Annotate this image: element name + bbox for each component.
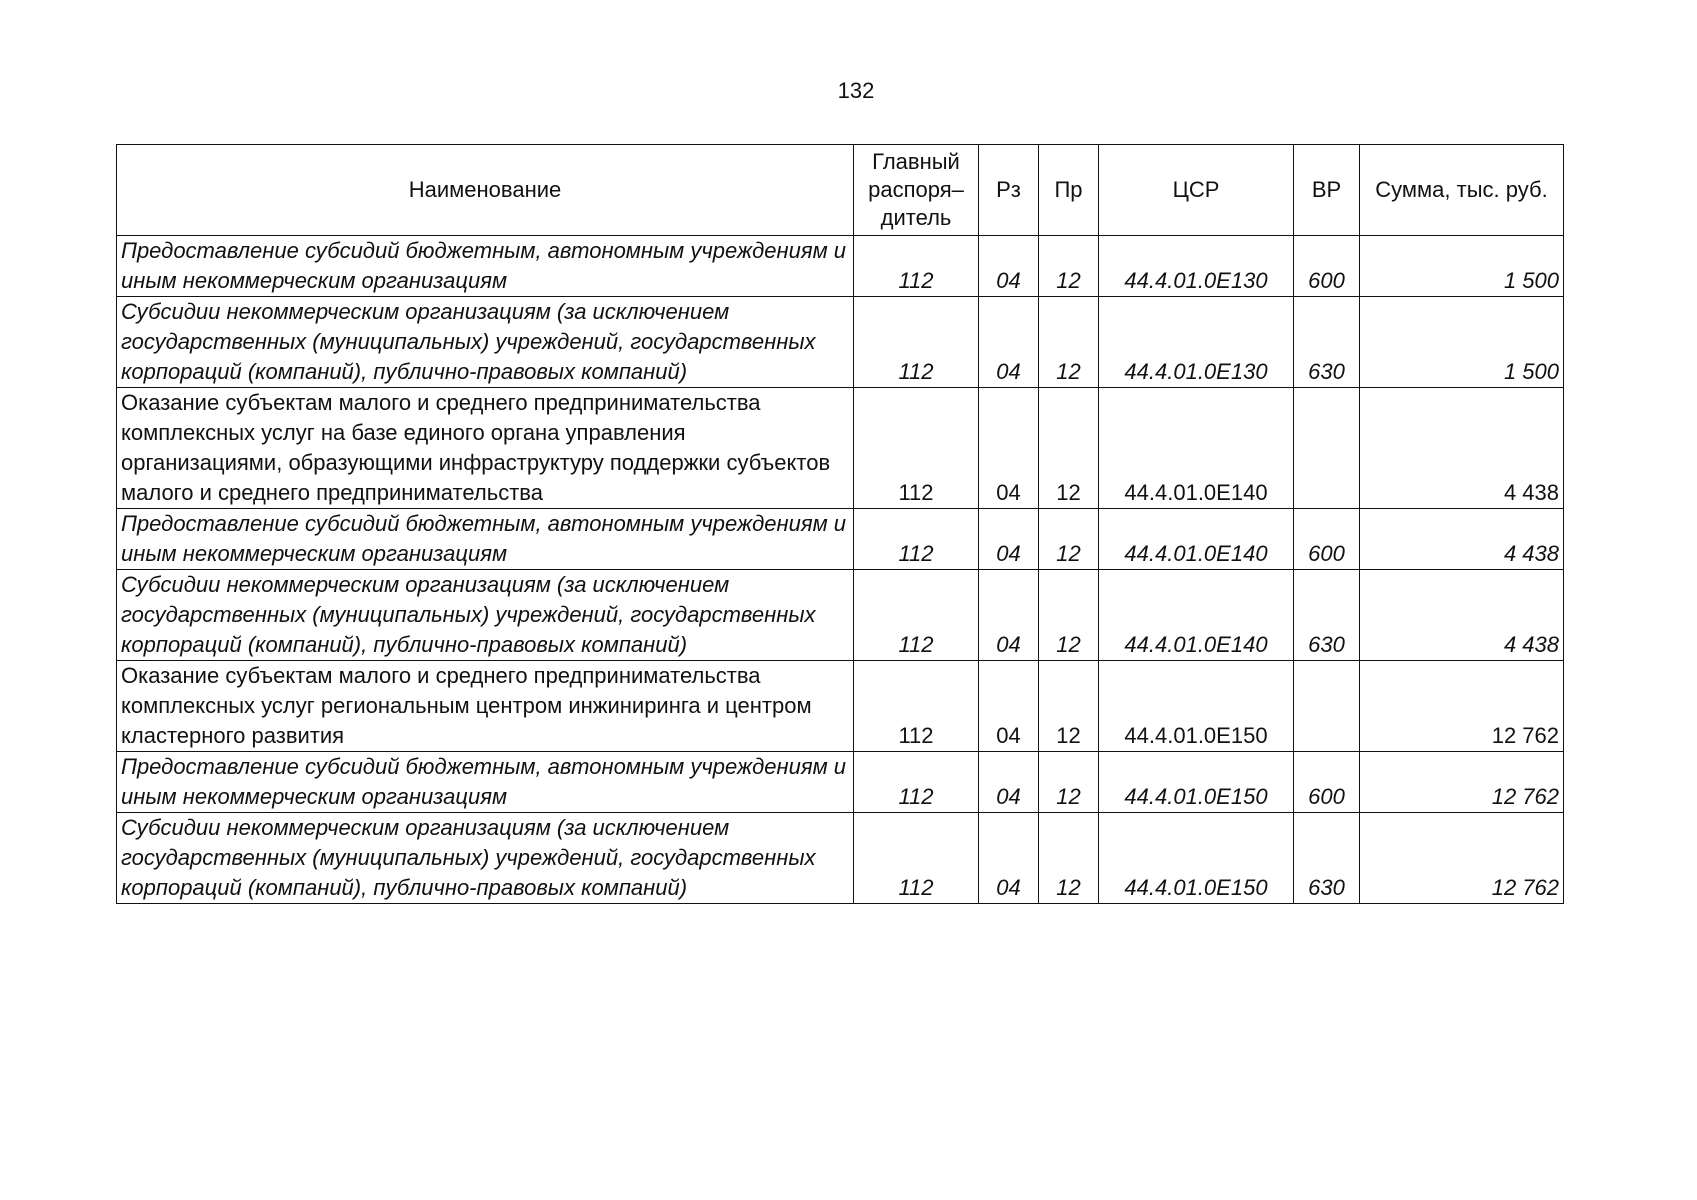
cell-pr: 12 [1039, 661, 1099, 752]
cell-csr: 44.4.01.0Е140 [1099, 570, 1294, 661]
cell-vr: 630 [1294, 297, 1360, 388]
cell-sum: 12 762 [1360, 752, 1564, 813]
table-row [117, 570, 1564, 661]
cell-admin: 112 [854, 752, 979, 813]
cell-pr: 12 [1039, 509, 1099, 570]
cell-admin: 112 [854, 297, 979, 388]
cell-admin: 112 [854, 509, 979, 570]
cell-rz: 04 [979, 813, 1039, 904]
cell-vr: 630 [1294, 570, 1360, 661]
table-row [117, 388, 1564, 509]
header-pr: Пр [1039, 145, 1099, 236]
cell-name: Предоставление субсидий бюджетным, автономным учреждениям и иным некоммерческим организациям [117, 236, 854, 297]
cell-name: Субсидии некоммерческим организациям (за исключением государственных (муниципальных) учреждений, государственных корпораций (компаний), публично-правовых компаний) [117, 813, 854, 904]
cell-name: Предоставление субсидий бюджетным, автономным учреждениям и иным некоммерческим организациям [117, 752, 854, 813]
table-row [117, 752, 1564, 813]
cell-admin: 112 [854, 388, 979, 509]
cell-sum: 4 438 [1360, 570, 1564, 661]
cell-vr: 600 [1294, 752, 1360, 813]
header-admin: Главный распоря– дитель [854, 145, 979, 236]
cell-name: Субсидии некоммерческим организациям (за исключением государственных (муниципальных) учреждений, государственных корпораций (компаний), публично-правовых компаний) [117, 297, 854, 388]
cell-admin: 112 [854, 570, 979, 661]
cell-vr [1294, 661, 1360, 752]
cell-sum: 12 762 [1360, 661, 1564, 752]
cell-rz: 04 [979, 752, 1039, 813]
cell-vr: 630 [1294, 813, 1360, 904]
header-rz: Рз [979, 145, 1039, 236]
cell-csr: 44.4.01.0Е150 [1099, 752, 1294, 813]
cell-csr: 44.4.01.0Е150 [1099, 813, 1294, 904]
cell-csr: 44.4.01.0Е150 [1099, 661, 1294, 752]
budget-table [116, 144, 1564, 904]
cell-csr: 44.4.01.0Е130 [1099, 297, 1294, 388]
header-sum: Сумма, тыс. руб. [1360, 145, 1564, 236]
header-name: Наименование [117, 145, 854, 236]
cell-rz: 04 [979, 509, 1039, 570]
cell-admin: 112 [854, 236, 979, 297]
cell-name: Оказание субъектам малого и среднего предпринимательства комплексных услуг на базе единого органа управления организациями, образующими инфраструктуру поддержки субъектов малого и среднего предпринимательства [117, 388, 854, 509]
cell-csr: 44.4.01.0Е130 [1099, 236, 1294, 297]
cell-vr [1294, 388, 1360, 509]
table-row [117, 813, 1564, 904]
table-row [117, 297, 1564, 388]
table-row [117, 509, 1564, 570]
cell-sum: 12 762 [1360, 813, 1564, 904]
header-vr: ВР [1294, 145, 1360, 236]
cell-pr: 12 [1039, 752, 1099, 813]
page-number: 132 [837, 78, 875, 103]
cell-admin: 112 [854, 661, 979, 752]
cell-csr: 44.4.01.0Е140 [1099, 509, 1294, 570]
cell-pr: 12 [1039, 388, 1099, 509]
cell-rz: 04 [979, 661, 1039, 752]
cell-name: Субсидии некоммерческим организациям (за исключением государственных (муниципальных) учреждений, государственных корпораций (компаний), публично-правовых компаний) [117, 570, 854, 661]
table-row [117, 236, 1564, 297]
cell-pr: 12 [1039, 236, 1099, 297]
cell-pr: 12 [1039, 813, 1099, 904]
table-row [117, 661, 1564, 752]
cell-sum: 1 500 [1360, 236, 1564, 297]
cell-vr: 600 [1294, 509, 1360, 570]
cell-pr: 12 [1039, 570, 1099, 661]
header-csr: ЦСР [1099, 145, 1294, 236]
cell-vr: 600 [1294, 236, 1360, 297]
cell-admin: 112 [854, 813, 979, 904]
cell-sum: 4 438 [1360, 388, 1564, 509]
cell-pr: 12 [1039, 297, 1099, 388]
cell-rz: 04 [979, 297, 1039, 388]
cell-sum: 1 500 [1360, 297, 1564, 388]
cell-rz: 04 [979, 570, 1039, 661]
cell-name: Предоставление субсидий бюджетным, автономным учреждениям и иным некоммерческим организациям [117, 509, 854, 570]
cell-csr: 44.4.01.0Е140 [1099, 388, 1294, 509]
cell-rz: 04 [979, 388, 1039, 509]
cell-name: Оказание субъектам малого и среднего предпринимательства комплексных услуг региональным центром инжиниринга и центром кластерного развития [117, 661, 854, 752]
table-header-row [117, 145, 1564, 236]
cell-rz: 04 [979, 236, 1039, 297]
cell-sum: 4 438 [1360, 509, 1564, 570]
